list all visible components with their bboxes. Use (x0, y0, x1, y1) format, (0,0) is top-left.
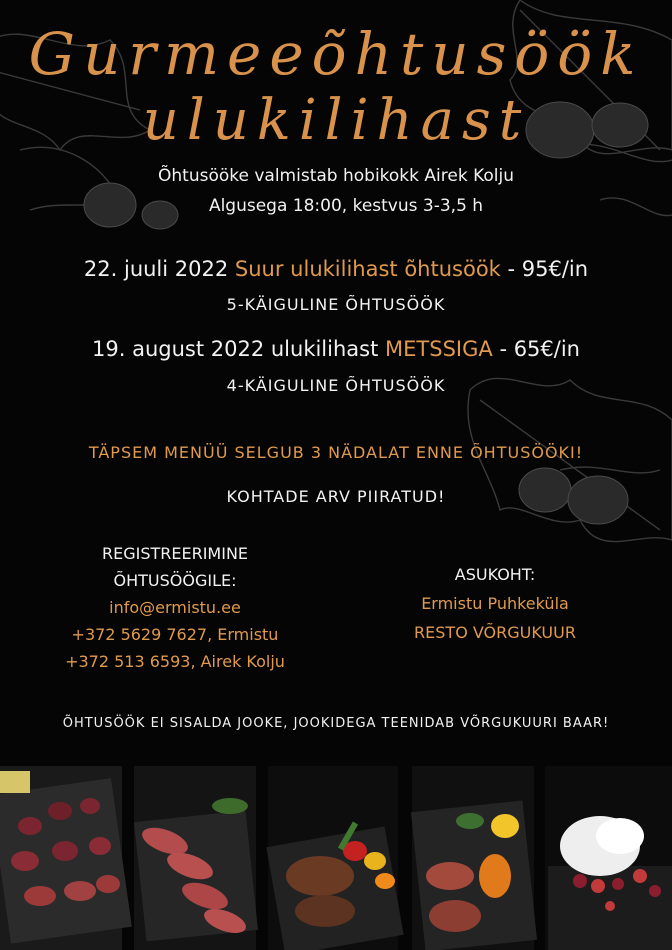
event-2 (0, 337, 672, 361)
location-block (350, 560, 640, 647)
registration-heading-1: REGISTREERIMINE (101, 544, 249, 563)
event-2-price: - 65€/in (499, 337, 580, 361)
food-photo-duck-breast (134, 766, 258, 950)
title-line-1: Gurmeeõhtusöök (28, 20, 644, 88)
event-2-date: 19. august 2022 ulukilihast (92, 337, 379, 361)
food-photo-grilled-meat (266, 766, 403, 950)
menu-note: TÄPSEM MENÜÜ SELGUB 3 NÄDALAT ENNE ÕHTUSÖÖKI! (88, 443, 584, 462)
event-1-date: 22. juuli 2022 (83, 257, 229, 281)
seats-note: KOHTADE ARV PIIRATUD! (226, 487, 446, 506)
location-place: Ermistu Puhkeküla (421, 594, 569, 613)
food-photo-dessert (545, 766, 672, 950)
registration-block (20, 540, 330, 675)
food-photo-meat-vegetables (411, 766, 537, 950)
event-1-price: - 95€/in (507, 257, 589, 281)
event-1-courses: 5-KÄIGULINE ÕHTUSÖÖK (226, 295, 446, 314)
drinks-note: ÕHTUSÖÖK EI SISALDA JOOKE, JOOKIDEGA TEENIDAB VÕRGUKUURI BAAR! (62, 716, 610, 731)
event-2-name: METSSIGA (385, 337, 493, 361)
registration-phone-1[interactable]: +372 5629 7627, Ermistu (71, 625, 279, 644)
location-venue: RESTO VÕRGUKUUR (414, 623, 576, 642)
registration-phone-2[interactable]: +372 513 6593, Airek Kolju (65, 652, 285, 671)
registration-email[interactable]: info@ermistu.ee (109, 598, 241, 617)
food-photo-cured-meat (0, 766, 132, 950)
event-1 (0, 257, 672, 281)
title-line-2: ulukilihast (142, 88, 530, 153)
chef-note: Õhtusööke valmistab hobikokk Airek Kolju (158, 166, 514, 186)
event-1-name: Suur ulukilihast õhtusöök (234, 257, 501, 281)
time-note: Algusega 18:00, kestvus 3-3,5 h (208, 196, 484, 216)
registration-heading-2: ÕHTUSÖÖGILE: (113, 571, 237, 590)
event-2-courses: 4-KÄIGULINE ÕHTUSÖÖK (226, 376, 446, 395)
food-photo-strip (0, 766, 672, 950)
location-heading: ASUKOHT: (454, 565, 536, 584)
